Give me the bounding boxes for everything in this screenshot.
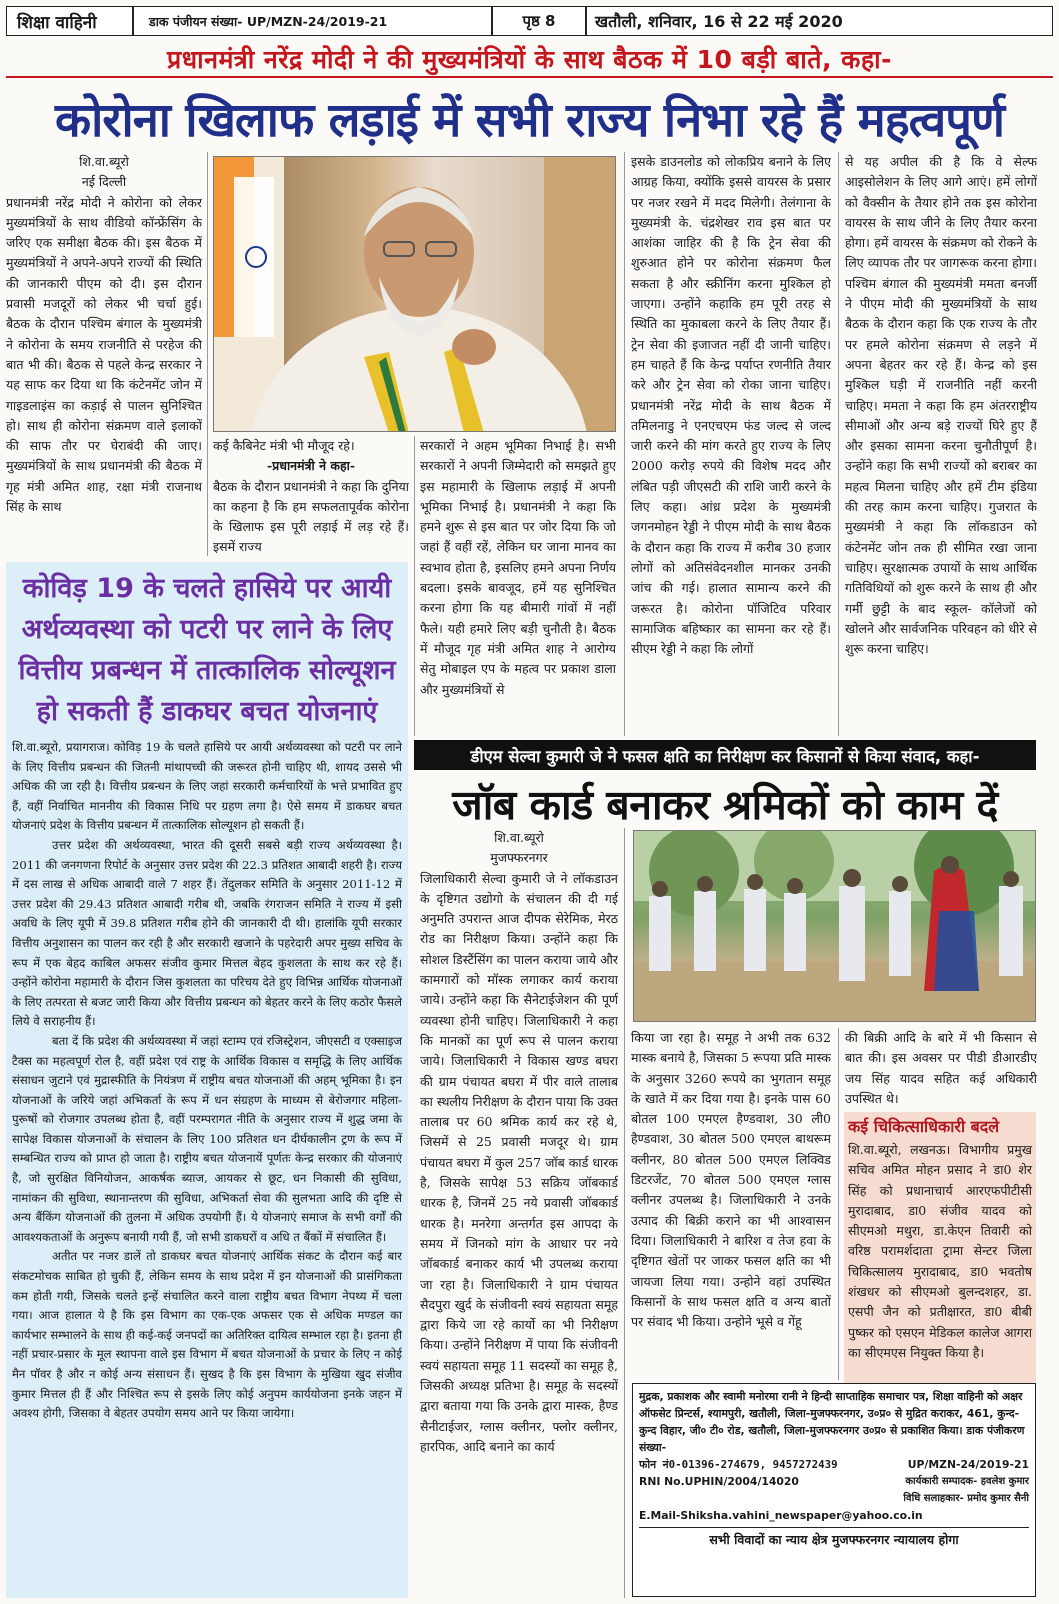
article-text: जिलाधिकारी सेल्वा कुमारी जे ने लॉकडाउन के दृष्टिगत उद्योगो के संचालन की दी गई अनुमति उपरान्त आज दीपक सेरेमिक, मेरठ रोड का निरीक्षण किया। उन्होंने कहा कि सोशल डिस्टैंसिंग का पालन कराया जाये और कामगारों को मॉस्क लगाकर कार्य कराया जाये। उन्होंने कहा कि सैनेटाईजेशन की पूर्ण व्यवस्था होनी चाहिए। जिलाधिकारी ने कहा कि मानकों का पूर्ण रूप से पालन कराया जाये। जिलाधिकारी ने विकास खण्ड बघरा की ग्राम पंचायत बघरा में पीर वाले तालाब का स्थलीय निरीक्षण के दौरान पाया कि उक्त तालाब पर 60 श्रमिक कार्य कर रहे थे, जिसमें से 25 प्रवासी मजदूर थे। ग्राम पंचायत बघरा में कुल 257 जॉब कार्ड धारक है, जिसके सापेक्ष 53 सक्रिय जॉबकार्ड धारक है, जिनमें 25 नये प्रवासी जॉबकार्ड धारक है। मनरेगा अन्तर्गत इस आपदा के समय में जिनको मांग के आधार पर नये जॉबकार्ड बनाकर कार्य भी उपलब्ध कराया जा रहा है। जिलाधिकारी ने ग्राम पंचायत सैदपुरा खुर्द के संजीवनी स्वयं सहायता समूह द्वारा किये जा रहे कार्यो का भी निरीक्षण किया। उन्होंने निरीक्षण में पाया कि संजीवनी स्वयं सहायता समूह 11 सदस्यों का समूह है, जिसकी अध्यक्ष प्रतिभा है। समूह के सदस्यों द्वारा बताया गया कि उनके द्वारा मास्क, हैण्ड सैनीटाईजर, ग्लास क्लीनर, फ्लोर क्लीनर, हारपिक, आदि बनाने का कार्य [420, 870, 618, 1454]
page-number: पृष्ठ 8 [522, 12, 556, 30]
article-text: बैठक के दौरान प्रधानमंत्री ने कहा कि दुनिया का कहना है कि हम सफलतापूर्वक कोरोना के खिलाफ इस पूरी लड़ाई में लड़ रहे हैं। इसमें राज्य [213, 478, 409, 555]
divider [491, 7, 493, 35]
article1-column-1 [6, 152, 202, 556]
article-text: प्रधानमंत्री नरेंद्र मोदी ने कोरोना को लेकर मुख्यमंत्रियों के साथ वीडियो कॉन्फ्रेंसिंग के जरिए एक समीक्षा बैठक की। इस बैठक में मुख्यमंत्रियों ने अपने-अपने राज्यों की स्थिति की जानकारी पीएम को दी। इस दौरान प्रवासी मजदूरों को लेकर भी चर्चा हुई। बैठक के दौरान पश्चिम बंगाल के मुख्यमंत्री ने कोरोना के समय राजनीति से परहेज की बात भी की। बैठक से पहले केन्द्र सरकार ने यह साफ कर दिया था कि कंटेनमेंट जोन में गाइडलाइंस का कड़ाई से पालन सुनिश्चित हो। साथ ही कोरोना संक्रमण वाले इलाकों की साफ तौर पर घेराबंदी की जाए। मुख्यमंत्रियों के साथ प्रधानमंत्री की बैठक में गृह मंत्री अमित शाह, रक्षा मंत्री राजनाथ सिंह के साथ [6, 194, 202, 515]
email: E.Mail-Shiksha.vahini_newspaper@yahoo.co.in [639, 1509, 923, 1522]
job-card-headline: जॉब कार्ड बनाकर श्रमिकों को काम दें [452, 781, 998, 829]
paper-name: शिक्षा वाहिनी [17, 12, 97, 33]
article1-column-4 [631, 152, 831, 736]
pm-photo [213, 156, 616, 432]
article-text: बता दें कि प्रदेश की अर्थव्यवस्था में जहां स्टाम्प एवं रजिस्ट्रेशन, जीएसटी व एक्साइज टैक्स का महत्वपूर्ण रोल है, वहीं प्रदेश एवं राष्ट्र के आर्थिक विकास व समृद्धि के लिए आर्थिक संसाधन जुटाने एवं मुद्रास्फीति के नियंत्रण में राष्ट्रीय बचत योजनाओं की अहम् भूमिका है। इन योजनाओं के जरिये जहां अभिकर्ता के रूप में धन संग्रहण के माध्यम से बेरोजगार महिला-पुरूषों को रोजगार उपलब्ध होता है, वहीं परम्परागत नीति के अनुसार राज्य में शुद्ध जमा के सापेक्ष विकास योजनाओं के संचालन के लिए 100 प्रतिशत धन दीर्घकालीन ट्रण के रूप में सम्बन्धित राज्य को प्राप्त हो जाता है। राष्ट्रीय बचत योजनायें पूर्णतः केन्द्र सरकार की योजनाएं है, जो सुरक्षित विनियोजन, आकर्षक ब्याज, आयकर से छूट, धन निकासी की सुविधा, नामांकन की सुविधा, स्थानान्तरण की सुविधा, अभिकर्ता सेवा की सुलभता आदि की दृष्टि से अन्य बैंकिंग योजनाओं की तुलना में अधिक उपयोगी हैं। ये योजनाएं समाज के सभी वर्गों की आवश्यकताओं के अनुरूप बनायी गयी हैं, जो सभी डाकघरों व अधि त बैंकों में संचालित हैं। [12, 1033, 402, 1244]
transfers-body [844, 1140, 1036, 1376]
column-rule [624, 152, 625, 736]
imprint-row [639, 1456, 1029, 1473]
savings-article-box [6, 562, 408, 1598]
article-text: से यह अपील की है कि वे सेल्फ आइसोलेशन के लिए आगे आएं। हमें लोगों को वैक्सीन के तैयार होने तक इस कोरोना वायरस के साथ जीने के लिए तैयार करना होगा। हमें वायरस के संक्रमण को रोकने के लिए व्यापक तौर पर जागरूक करना होगा। पश्चिम बंगाल की मुख्यमंत्री ममता बनर्जी ने पीएम मोदी की मुख्यमंत्रियों के साथ बैठक के दौरान कहा कि एक राज्य के तौर पर हमले कोरोना संक्रमण से लड़ने में अपना बेहतर कर रहे हैं। केन्द्र को इस मुश्किल घड़ी में राजनीति नहीं करनी चाहिए। ममता ने कहा कि हम अंतरराष्ट्रीय सीमाओं और अन्य बड़े राज्यों घिरे हुए हैं और इसका सामना करना चुनौतीपूर्ण है। उन्होंने कहा कि सभी राज्यों को बराबर का महत्व मिलना चाहिए और हमें टीम इंडिया की तरह काम करना चाहिए। गुजरात के मुख्यमंत्री ने कहा कि लॉकडाउन को कंटेनमेंट जोन तक ही सीमित रखा जाना चाहिए। सुरक्षात्मक उपायों के साथ आर्थिक गतिविधियों को शुरू करने के साथ ही और गर्मी छुट्टी के बाद स्कूल- कॉलेजों को खोलने और सार्वजनिक परिवहन को धीरे से शुरू करना चाहिए। [845, 154, 1037, 657]
article3-column-1 [420, 828, 618, 1598]
phone: फोन नं0-01396-274679, 9457272439 [639, 1458, 838, 1471]
lead-kicker: प्रधानमंत्री नरेंद्र मोदी ने की मुख्यमंत्रियों के साथ बैठक में 10 बड़ी बाते, कहा- [167, 45, 892, 74]
registration-number: UP/MZN-24/2019-21 [907, 1458, 1029, 1471]
column-rule [838, 1028, 839, 1380]
article3-column-2 [631, 1028, 831, 1374]
transfers-headline: कई चिकित्साधिकारी बदले [848, 1117, 1000, 1136]
dm-kicker-banner: डीएम सेल्वा कुमारी जे ने फसल क्षति का निरीक्षण कर किसानों से किया संवाद, कहा- [414, 740, 1036, 770]
article1-column-2 [213, 436, 409, 556]
column-rule [207, 152, 208, 556]
jurisdiction: सभी विवादों का न्याय क्षेत्र मुजफ्फरनगर न्यायालय होगा [639, 1527, 1029, 1548]
place-date: खतौली, शनिवार, 16 से 22 मई 2020 [595, 12, 843, 31]
imprint-text: मुद्रक, प्रकाशक और स्वामी मनोरमा रानी ने हिन्दी साप्ताहिक समाचार पत्र, शिक्षा वाहिनी को अक्षर ऑफसेट प्रिन्टर्स, श्यामपुरी, खतौली, जिला-मुजफ्फरनगर, उ०प्र० से मुद्रित कराकर, 461, कुन्द-कुन्द विहार, जी० टी० रोड, खतौली, जिला-मुजफ्फरनगर उ०प्र० से प्रकाशित किया। डाक पंजीकरण संख्या- [639, 1390, 1025, 1454]
divider [132, 7, 134, 35]
article-text: शि.वा.ब्यूरो, लखनऊ। विभागीय प्रमुख सचिव अमित मोहन प्रसाद ने डा0 शेर सिंह को प्रधानाचार्य आरएफपीटीसी मुरादाबाद, डा0 संजीव यादव को सीएमओ मथुरा, डा.केएन तिवारी को वरिष्ठ परामर्शदाता ट्रामा सेन्टर जिला चिकित्सालय मुरादाबाद, डा0 भवतोष शंखधर को सीएमओ बुलन्दशहर, डा. एसपी जैन को प्रतीक्षारत, डा0 बीबी पुष्कर को एसएन मेडिकल कालेज आगरा का सीएमएस नियुक्त किया है। [848, 1142, 1032, 1360]
editor: कार्यकारी सम्पादक- हवलेश कुमार [905, 1476, 1029, 1487]
transfers-box [844, 1112, 1036, 1384]
savings-article-body [6, 738, 408, 1604]
field-inspection-photo [633, 830, 1036, 1022]
savings-headline: कोविड़ 19 के चलते हासिये पर आयी अर्थव्यवस्था को पटरी पर लाने के लिए वित्तीय प्रबन्धन में तात्कालिक सोल्यूशन हो सकती हैं डाकघर बचत योजनाएं [18, 573, 396, 727]
divider [6, 76, 1053, 78]
byline: शि.वा.ब्यूरो [494, 830, 544, 845]
article-text: उत्तर प्रदेश की अर्थव्यवस्था, भारत की दूसरी सबसे बड़ी राज्य अर्थव्यवस्था है। 2011 की जनगणना रिपोर्ट के अनुसार उत्तर प्रदेश की 22.3 प्रतिशत आबादी शहरी है। राज्य में दस लाख से अधिक आबादी वाले 7 शहर हैं। तेंदुलकर समिति के अनुसार 2011-12 में उत्तर प्रदेश की 29.43 प्रतिशत आबादी गरीब थी, जबकि रंगराजन समिति ने राज्य में इसी अवधि के लिए यूपी में 39.8 प्रतिशत गरीब होने की जानकारी दी थी। हालांकि यूपी सरकार वित्तीय अनुशासन का पालन कर रही है और सरकारी खजाने के पहरेदारी अपर मुख्य सचिव के रूप में एक बेहद काबिल अफसर संजीव कुमार मित्तल बेहद कुशलता के साथ कर रहे हैं। उन्होंने कोरोना महामारी के दौरान जिस कुशलता का परिचय देते हुए विभिन्न आर्थिक योजनाओं के लिए तत्परता से बजट जारी किया और वित्तीय प्रबन्धन को बेहतर करने के लिए कठोर फैसले लिये वे सराहनीय हैं। [12, 837, 402, 1029]
dateline: नई दिल्ली [81, 174, 127, 190]
column-rule [838, 152, 839, 736]
column-rule [414, 436, 415, 736]
masthead-strip [6, 6, 1053, 36]
pm-portrait-illustration [214, 157, 616, 432]
article-text: इसके डाउनलोड को लोकप्रिय बनाने के लिए आग्रह किया, क्योंकि इससे वायरस के प्रसार पर नजर रखने में मदद मिलेगी। तेलंगाना के मुख्यमंत्री के. चंद्रशेखर राव इस बात पर आशंका जाहिर की है कि ट्रेन सेवा की शुरुआत होने पर कोरोना संक्रमण फैल सकता है और स्क्रीनिंग करना मुश्किल हो जाएगा। उन्होंने कहाकि हम पूरी तरह से स्थिति का मुकाबला करने के लिए तैयार हैं। ट्रेन सेवा की इजाजत नहीं दी जानी चाहिए। हम चाहते हैं कि केन्द्र पर्याप्त रणनीति तैयार करे और ट्रेन सेवा को रोका जाना चाहिए। प्रधानमंत्री नरेंद्र मोदी के साथ बैठक में तमिलनाडु ने एनएचएम फंड जल्द से जल्द जारी करने की मांग करते हुए राज्य के लिए 2000 करोड़ रुपये की विशेष मदद और लंबित पड़ी जीएसटी की राशि जारी करने के लिए कहा। आंध्र प्रदेश के मुख्यमंत्री जगनमोहन रेड्डी ने पीएम मोदी के साथ बैठक के दौरान कहा कि राज्य में करीब 30 हजार लोगों को अतिसंवेदनशील मानकर उनकी जांच की गई। हालात सामान्य करने की जरूरत है। कोरोना पॉजिटिव परिवार सामाजिक बहिष्कार का सामना कर रहे हैं। सीएम रेड्डी ने कहा कि लोगों [631, 154, 831, 657]
rni-number: RNI No.UPHIN/2004/14020 [639, 1475, 799, 1488]
registration-number: डाक पंजीयन संख्या- UP/MZN-24/2019-21 [149, 13, 388, 29]
article1-column-5 [845, 152, 1037, 736]
dateline: मुजफ्फरनगर [490, 850, 548, 866]
article-text: की बिक्री आदि के बारे में भी किसान से बात की। इस अवसर पर पीडी डीआरडीए जय सिंह यादव सहित कई अधिकारी उपस्थित थे। [845, 1030, 1037, 1106]
article-text: किया जा रहा है। समूह ने अभी तक 632 मास्क बनाये है, जिसका 5 रूपया प्रति मास्क के अनुसार 3260 रूपये का भुगतान समूह के खाते में कर दिया गया है। इनके पास 60 बोतल 100 एमएल हैण्डवाश, 30 ली0 हैण्डवाश, 30 बोतल 500 एमएल बाथरूम क्लीनर, 80 बोतल 500 एमएल लिक्विड डिटरजेंट, 70 बोतल 500 एमएल ग्लास क्लीनर उपलब्ध है। जिलाधिकारी ने उनके उत्पाद की बिक्री कराने का भी आश्वासन दिया। जिलाधिकारी ने बारिश व तेज हवा के दृष्टिगत खेतों पर जाकर फसल क्षति का भी जायजा लिया गया। उन्होने वहां उपस्थित किसानों के साथ फसल क्षति व अन्य बातों पर संवाद भी किया। उन्होने भूसे व गेंहू [631, 1030, 831, 1330]
byline: शि.वा.ब्यूरो [79, 154, 129, 169]
article-text: अतीत पर नजर डालें तो डाकघर बचत योजनाएं आर्थिक संकट के दौरान कई बार संकटमोचक साबित हो चुकी हैं, लेकिन समय के साथ प्रदेश में इन योजनाओं की प्रासंगिकता कम होती गयी, जिसके चलते इन्हें संचालित करने वाला राष्ट्रीय बचत विभाग नेपथ्य में चला गया। आज हालात ये है कि इस विभाग का एक-एक अफसर एक से अधिक मण्डल का कार्यभार सम्भालने के साथ ही कई-कई जनपदों का अतिरिक्त दायित्व सम्भाल रहा है। इतना ही नहीं प्रचार-प्रसार के मूल स्थापना वाले इस विभाग में बचत योजनाओं के प्रचार के लिए न कोई मैन पॉवर है और न कोई अन्य संसाधन हैं। सुखद है कि इस विभाग के मुखिया खुद संजीव कुमार मित्तल ही हैं और निश्चित रूप से इसके लिए कोई अनुपम कार्ययोजना इनके जहन में अवश्य होगी, जिसका वे बेहतर उपयोग समय आने पर किया जायेगा। [12, 1249, 402, 1421]
imprint-box [632, 1383, 1036, 1597]
legal-adviser: विधि सलाहकार- प्रमोद कुमार सैनी [903, 1493, 1029, 1504]
imprint-row [639, 1473, 1029, 1490]
article-text: कई कैबिनेट मंत्री भी मौजूद रहे। [213, 438, 355, 453]
field-inspection-illustration [634, 831, 1036, 1022]
divider [585, 7, 587, 35]
article-text: शि.वा.ब्यूरो, प्रयागराज। कोविड़ 19 के चलते हासिये पर आयी अर्थव्यवस्था को पटरी पर लाने के लिए वित्तीय प्रबन्धन की जितनी मांथापच्ची की जरूरत होनी चाहिए थी, शायद उससे भी अधिक की जा रही है। वित्तीय प्रबन्धन के लिए जहां सरकारी कर्मचारियों के भत्ते प्रभावित हुए हैं, वहीं निर्वाचित माननीय की विकास निधि पर ग्रहण लगा है। ऐसे समय में डाकघर बचत योजनाएं प्रदेश के वित्तीय प्रबन्धन में तात्कालिक सोल्यूशन हो सकती हैं। [12, 740, 402, 833]
column-rule [624, 828, 625, 1598]
article-text: सरकारों ने अहम भूमिका निभाई है। सभी सरकारों ने अपनी जिम्मेदारी को समझते हुए इस महामारी के खिलाफ लड़ाई में अपनी भूमिका निभाई है। प्रधानमंत्री ने कहा कि हमने शुरू से इस बात पर जोर दिया कि जो जहां हैं वहीं रहें, लेकिन घर जाना मानव का स्वभाव होता है, इसलिए हमने अपना निर्णय बदला। इसके बावजूद, हमें यह सुनिश्चित करना होगा कि यह बीमारी गांवों में नहीं फैले। यही हमारे लिए बड़ी चुनौती है। बैठक में मौजूद गृह मंत्री अमित शाह ने आरोग्य सेतु मोबाइल एप के महत्व पर प्रकाश डाला और मुख्यमंत्रियों से [420, 438, 616, 697]
article3-column-3 [845, 1028, 1037, 1110]
lead-headline: कोरोना खिलाफ लड़ाई में सभी राज्य निभा रहे हैं महत्वपूर्ण [55, 93, 1004, 148]
article1-column-3 [420, 436, 616, 736]
subheading: -प्रधानमंत्री ने कहा- [266, 458, 356, 474]
